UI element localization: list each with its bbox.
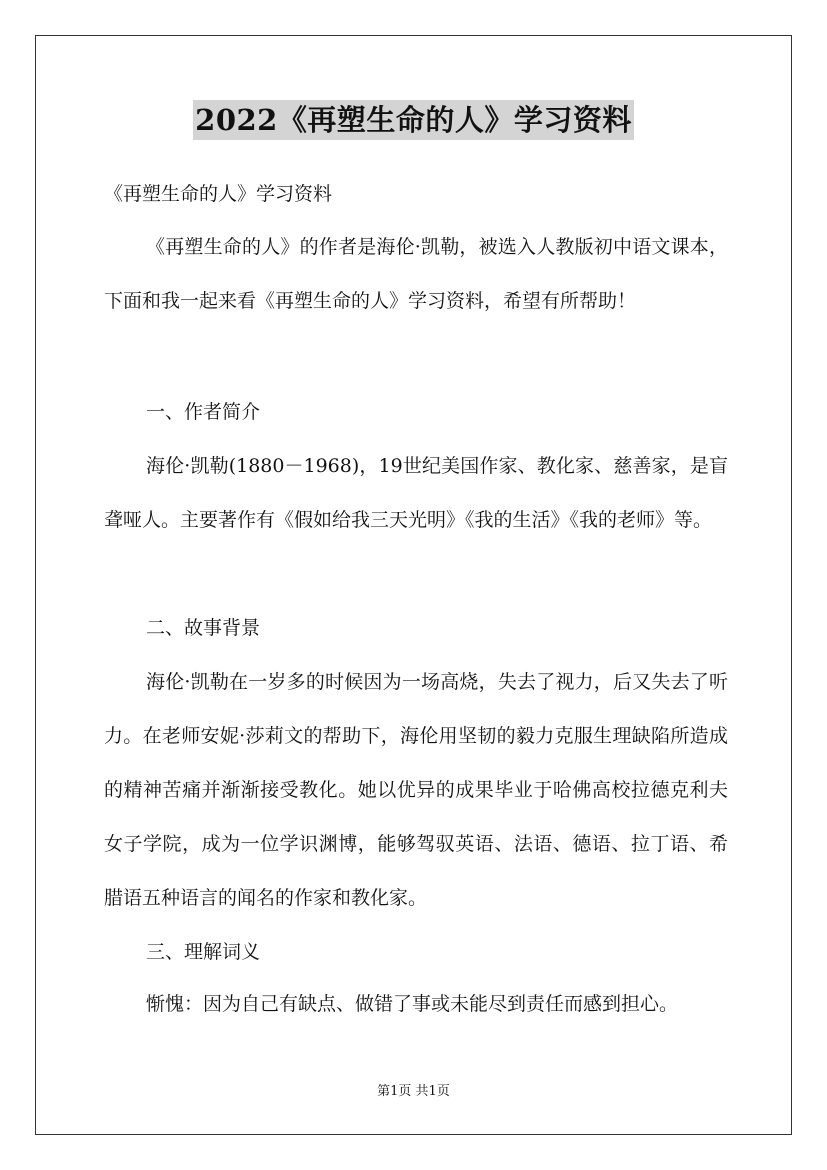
document-title: 2022《再塑生命的人》学习资料	[193, 100, 634, 140]
vocabulary-paragraph: 惭愧：因为自己有缺点、做错了事或未能尽到责任而感到担心。	[146, 993, 679, 1015]
author-paragraph: 海伦·凯勒(1880－1968)，19世纪美国作家、教化家、慈善家，是盲聋哑人。主要著作有《假如给我三天光明》《我的生活》《我的老师》等。	[104, 455, 728, 531]
section-heading-vocabulary: 三、理解词义	[146, 941, 261, 963]
intro-paragraph: 《再塑生命的人》的作者是海伦·凯勒，被选入人教版初中语文课本，下面和我一起来看《再塑生命的人》学习资料，希望有所帮助！	[104, 236, 728, 312]
background-paragraph: 海伦·凯勒在一岁多的时候因为一场高烧，失去了视力，后又失去了听力。在老师安妮·莎莉文的帮助下，海伦用坚韧的毅力克服生理缺陷所造成的精神苦痛并渐渐接受教化。她以优异的成果毕业于哈佛高校拉德克利夫女子学院，成为一位学识渊博，能够驾驭英语、法语、德语、拉丁语、希腊语五种语言的闻名的作家和教化家。	[104, 671, 728, 909]
page-number: 第1页 共1页	[377, 1084, 450, 1099]
document-subtitle: 《再塑生命的人》学习资料	[104, 183, 333, 205]
section-heading-author: 一、作者简介	[146, 401, 261, 423]
title-container	[0, 100, 827, 140]
section-heading-background: 二、故事背景	[146, 617, 261, 639]
